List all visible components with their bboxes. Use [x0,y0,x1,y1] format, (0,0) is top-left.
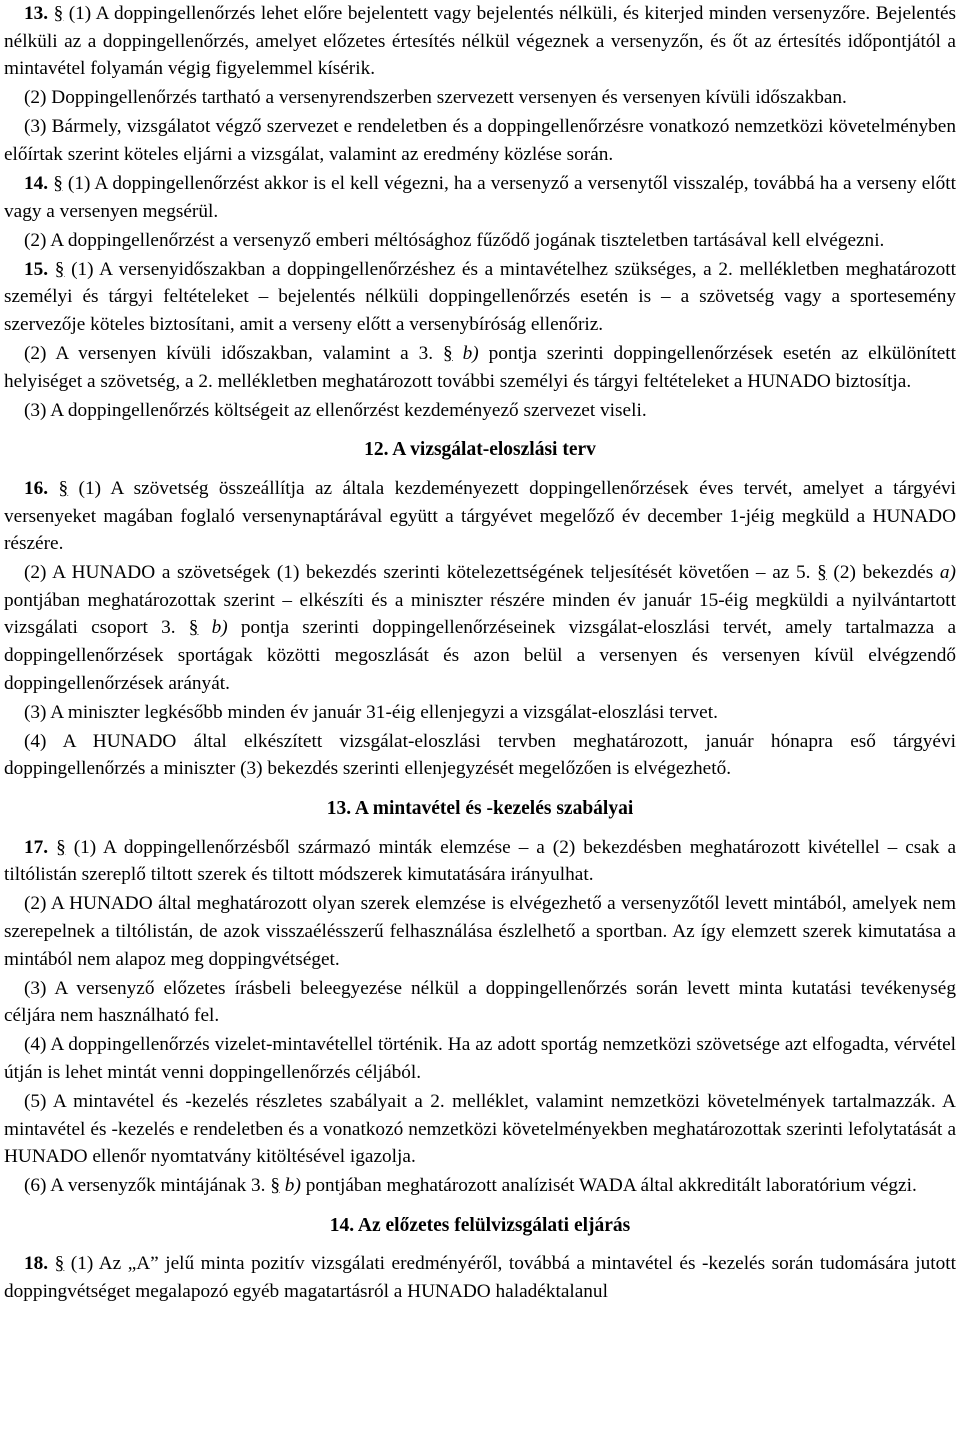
section-sign-link[interactable]: § [58,478,69,499]
section-number: 17. [24,836,49,858]
paragraph-15-2: (2) A versenyen kívüli időszakban, valamint a 3. § b) pontja szerinti doppingellenőrzések esetén az elkülönített helyiséget a szövetség, a 2. mellékletben meghatározott további személyi és tárgyi feltételeket a HUNADO biztosítja. [4,343,956,392]
section-sign-link[interactable]: § [54,258,65,280]
paragraph-15-1: 15. § (1) A versenyidőszakban a doppingellenőrzéshez és a mintavételhez szükséges, a 2. mellékletben meghatározott személyi és tárgyi feltételeket – bejelentés nélküli doppingellenőrzés esetén is – a szövetség vagy a sportesemény szervezője köteles biztosítani, amit a verseny előtt a versenybíróság ellenőriz. [4,258,956,336]
paragraph-17-2: (2) A HUNADO által meghatározott olyan szerek elemzése is elvégezhető a versenyzőtől levett mintából, amelyek nem szerepelnek a tiltólistán, de azok visszaélésszerű felhasználása észlelhető a sportban. Az így elemzett szerek kimutatása a mintából nem alapoz meg doppingvétséget. [4,893,956,970]
section-sign-link[interactable]: § [270,1175,280,1197]
paragraph-15-3: (3) A doppingellenőrzés költségeit az ellenőrzést kezdeményező szervezet viseli. [24,399,647,421]
section-number: 13. [24,3,49,24]
paragraph-17-5: (5) A mintavétel és -kezelés részletes szabályait a 2. melléklet, valamint nemzetközi követelmények tartalmazzák. A mintavétel és -kezelés e rendeletben és a vonatkozó nemzetközi követelményekben meghatározottak szerinti lefolytatását a HUNADO ellenőr nyomtatvány kitöltésével igazolja. [4,1090,956,1168]
section-number: 18. [24,1253,49,1275]
paragraph-13-1: 13. § (1) A doppingellenőrzés lehet előre bejelentett vagy bejelentés nélküli, és kiterjed minden versenyzőre. Bejelentés nélküli az a doppingellenőrzés, amelyet előzetes értesítés nélkül végeznek a versenyzőn, és őt az értesítés időpontjától a mintavétel folyamán végig figyelemmel kísérik. [4,3,957,80]
section-number: 16. [24,478,49,499]
section-sign-link[interactable]: § [443,343,453,365]
section-number: 15. [24,258,49,280]
paragraph-13-2: (2) Doppingellenőrzés tartható a versenyrendszerben szervezett versenyen és versenyen kívüli időszakban. [24,87,847,109]
paragraph-17-3: (3) A versenyző előzetes írásbeli beleegyezése nélkül a doppingellenőrzés során levett minta kutatási tevékenység céljára nem használható fel. [4,977,956,1027]
section-sign-link[interactable]: § [53,173,63,195]
section-number: 14. [24,173,49,195]
paragraph-16-1: 16. § (1) A szövetség összeállítja az általa kezdeményezett doppingellenőrzések éves tervét, amelyet a tárgyévi versenyeket magában foglaló versenynaptárával együtt a tárgyévet megelőző év december 1-jéig megküld a HUNADO részére. [4,478,956,555]
chapter-heading-13: 13. A mintavétel és -kezelés szabályai [326,798,634,820]
paragraph-17-1: 17. § (1) A doppingellenőrzésből származó minták elemzése – a (2) bekezdésben meghatározott kivétellel – csak a tiltólistán szereplő tiltott szerek és tiltott módszerek kimutatására irányulhat. [4,836,957,886]
paragraph-18-1: 18. § (1) Az „A” jelű minta pozitív vizsgálati eredményéről, továbbá a mintavétel és -kezelés során tudomására jutott doppingvétséget megalapozó egyéb magatartásról a HUNADO haladéktalanul [4,1253,956,1303]
paragraph-14-1: 14. § (1) A doppingellenőrzést akkor is el kell végezni, ha a versenyző a versenytől visszalép, továbbá ha a verseny előtt vagy a versenyen megsérül. [4,173,956,222]
chapter-heading-14: 14. Az előzetes felülvizsgálati eljárás [329,1214,631,1236]
section-sign-link[interactable]: § [188,617,199,639]
paragraph-16-4: (4) A HUNADO által elkészített vizsgálat-eloszlási tervben meghatározott, január hónapra eső tárgyévi doppingellenőrzés a miniszter (3) bekezdés szerinti ellenjegyzését megelőzően is elvégezhető. [4,730,956,780]
paragraph-17-6: (6) A versenyzők mintájának 3. § b) pontjában meghatározott analízisét WADA által akkreditált laboratórium végzi. [24,1175,917,1197]
paragraph-16-2: (2) A HUNADO a szövetségek (1) bekezdés szerinti kötelezettségének teljesítését követően – az 5. § (2) bekezdés a) pontjában meghatározottak szerint – elkészíti és a miniszter részére minden év január 15-éig megküldi a nyilvántartott vizsgálati csoport 3. § b) pontja szerinti doppingellenőrzéseinek vizsgálat-eloszlási tervét, amely tartalmazza a doppingellenőrzések sportágak közötti megoszlását és azon belül a versenyen és versenyen kívül elvégzendő doppingellenőrzések arányát. [4,562,957,694]
section-sign-link[interactable]: § [53,3,64,24]
paragraph-16-3: (3) A miniszter legkésőbb minden év január 31-éig ellenjegyzi a vizsgálat-eloszlási tervet. [24,701,718,723]
chapter-heading-12: 12. A vizsgálat-eloszlási terv [364,439,596,461]
section-sign-link[interactable]: § [54,1253,65,1275]
paragraph-14-2: (2) A doppingellenőrzést a versenyző emberi méltósághoz fűződő jogának tiszteletben tartásával kell elvégezni. [24,229,885,251]
paragraph-13-3: (3) Bármely, vizsgálatot végző szervezet e rendeletben és a doppingellenőrzésre vonatkozó nemzetközi követelményben előírtak szerint köteles eljárni a vizsgálat, valamint az eredmény közlése során. [4,116,956,165]
section-sign-link[interactable]: § [56,836,66,858]
section-sign-link[interactable]: § [817,562,827,584]
paragraph-17-4: (4) A doppingellenőrzés vizelet-mintavétellel történik. Ha az adott sportág nemzetközi szövetsége azt elfogadta, vérvétel útján is lehet mintát venni doppingellenőrzés céljából. [4,1034,956,1083]
